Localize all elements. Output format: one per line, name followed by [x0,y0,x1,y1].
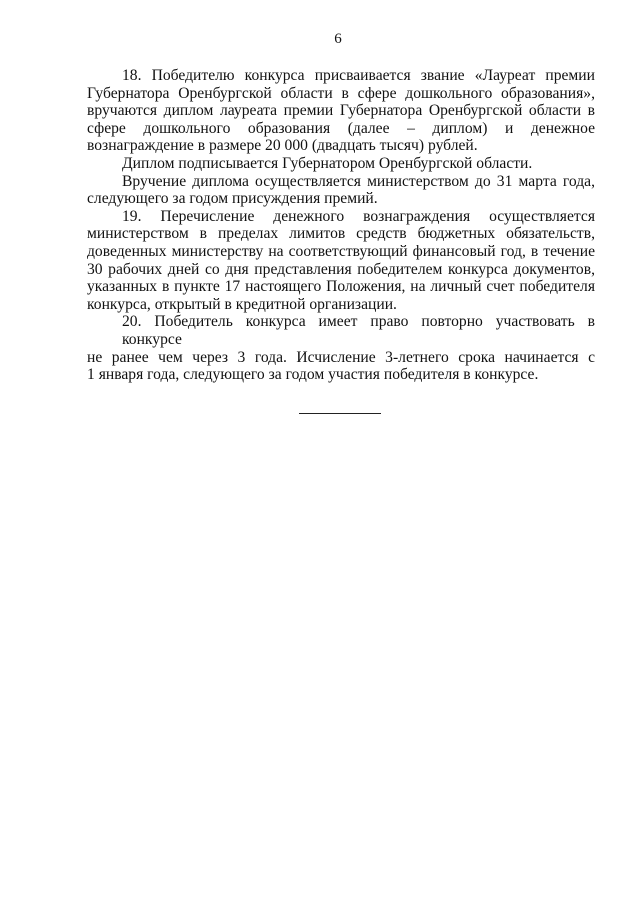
text-line: 18. Победителю конкурса присваивается звание «Лауреат премии [122,67,595,84]
text-line: 1 января года, следующего за годом участия победителя в конкурсе. [87,366,539,384]
paragraph [87,173,595,208]
text-line: доведенных министерству на соответствующий финансовый год, в течение [87,242,595,260]
paragraph [87,155,595,173]
text-line: указанных в пункте 17 настоящего Положения, на личный счет победителя [87,278,595,296]
paragraph [87,313,595,383]
text-line: 19. Перечисление денежного вознаграждения осуществляется [122,207,595,225]
end-divider [299,413,381,414]
text-line: Диплом подписывается Губернатором Оренбургской области. [122,154,533,172]
paragraph [87,208,595,314]
text-line: следующего за годом присуждения премий. [87,190,378,208]
text-line: не ранее чем через 3 года. Исчисление 3-летнего срока начинается с [87,348,595,366]
text-line: вручаются диплом лауреата премии Губернатора Оренбургской области в [87,102,595,120]
document-body [87,67,595,384]
text-line: Вручение диплома осуществляется министерством до 31 марта года, [122,172,595,190]
text-line: сфере дошкольного образования (далее – диплом) и денежное [87,119,595,137]
text-line: вознаграждение в размере 20 000 (двадцать тысяч) рублей. [87,137,478,155]
text-line: конкурса, открытый в кредитной организации. [87,295,397,313]
paragraph [87,67,595,155]
text-line: 30 рабочих дней со дня представления победителем конкурса документов, [87,260,595,278]
text-line: Губернатора Оренбургской области в сфере дошкольного образования», [87,84,595,102]
text-line: 20. Победитель конкурса имеет право повторно участвовать в конкурсе [122,313,595,348]
text-line: министерством в пределах лимитов средств бюджетных обязательств, [87,225,595,243]
page-number: 6 [334,31,342,47]
